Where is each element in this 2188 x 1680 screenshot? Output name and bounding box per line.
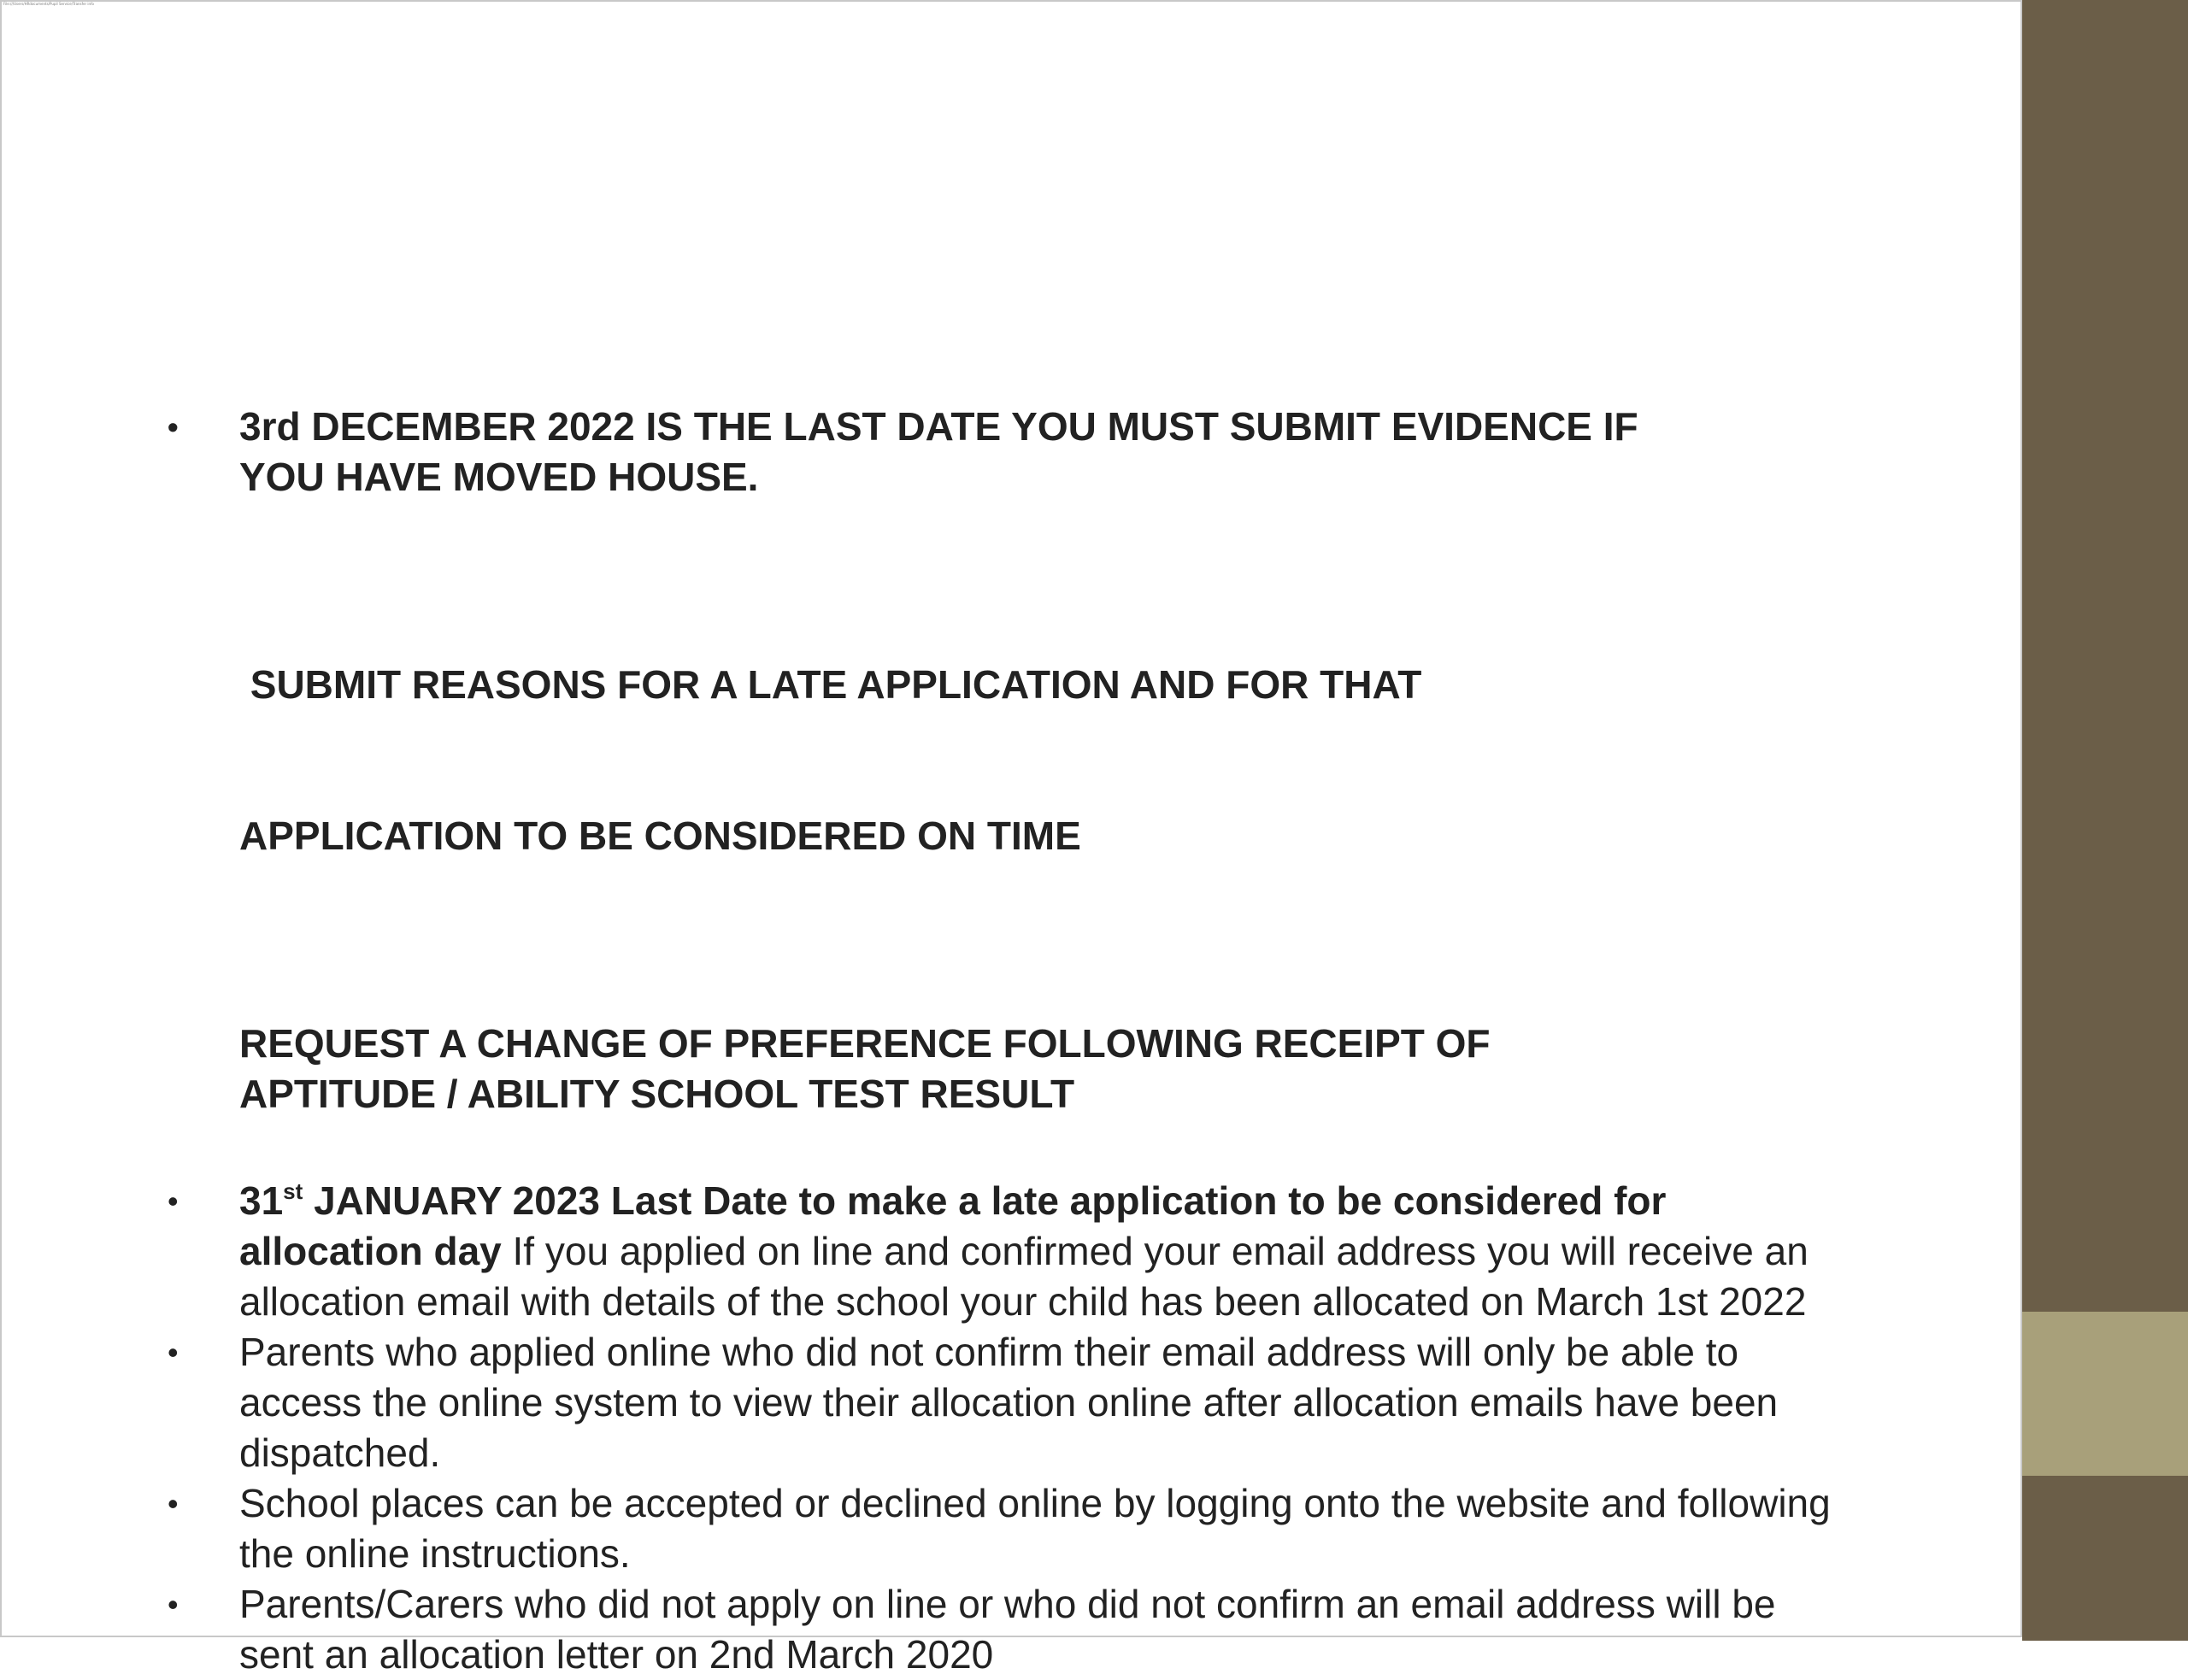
item-line: SUBMIT REASONS FOR A LATE APPLICATION AND FOR THAT [239, 662, 1422, 707]
list-item-evidence-deadline [168, 402, 1877, 502]
item-line: the online instructions. [239, 1531, 631, 1576]
deadline-day: 31 [239, 1178, 284, 1223]
list-item-unconfirmed-email [168, 1327, 1877, 1478]
item-line: REQUEST A CHANGE OF PREFERENCE FOLLOWING RECEIPT OF [239, 1021, 1491, 1066]
subparagraph-change-preference [168, 1019, 1877, 1119]
item-line: 3rd DECEMBER 2022 IS THE LAST DATE YOU MUST SUBMIT EVIDENCE IF [239, 404, 1638, 449]
item-line [239, 1226, 1877, 1277]
bullet-icon: • [168, 1587, 179, 1622]
bullet-icon: • [168, 1486, 179, 1521]
list-item-january-deadline [168, 1176, 1877, 1327]
deadline-text: JANUARY 2023 Last Date to make a late application to be considered for [303, 1178, 1667, 1223]
subparagraph-late-application [168, 559, 1877, 962]
slide-content [168, 402, 1877, 1680]
item-line: access the online system to view their allocation online after allocation emails have been [239, 1380, 1779, 1424]
allocation-day-label: allocation day [239, 1229, 502, 1273]
allocation-text: If you applied on line and confirmed your email address you will receive an [501, 1229, 1809, 1273]
spacer [168, 962, 1877, 1019]
bullet-icon: • [168, 1335, 179, 1370]
deadline-day-suffix: st [283, 1178, 303, 1204]
bullet-icon: • [168, 409, 179, 444]
item-line [239, 1176, 1877, 1226]
decorative-sidebar-accent [2022, 1312, 2188, 1476]
item-line: Parents/Carers who did not apply on line or who did not confirm an email address will be [239, 1582, 1776, 1626]
item-line: YOU HAVE MOVED HOUSE. [239, 455, 759, 499]
item-line: APTITUDE / ABILITY SCHOOL TEST RESULT [239, 1072, 1075, 1116]
file-path-label: File:///Users/HRdocuments/Pupil Service/Transfer info [3, 2, 94, 6]
spacer [168, 1119, 1877, 1176]
list-item-allocation-letter [168, 1579, 1877, 1680]
bullet-icon: • [168, 1184, 179, 1219]
item-line: APPLICATION TO BE CONSIDERED ON TIME [239, 814, 1081, 858]
item-line: allocation email with details of the school your child has been allocated on March 1st 2022 [239, 1279, 1807, 1324]
item-line: sent an allocation letter on 2nd March 2020 [239, 1632, 994, 1677]
item-line: Parents who applied online who did not confirm their email address will only be able to [239, 1330, 1739, 1374]
list-item-accept-decline [168, 1478, 1877, 1579]
item-line: School places can be accepted or declined online by logging onto the website and following [239, 1481, 1831, 1525]
item-line: dispatched. [239, 1430, 441, 1475]
spacer [168, 502, 1877, 559]
